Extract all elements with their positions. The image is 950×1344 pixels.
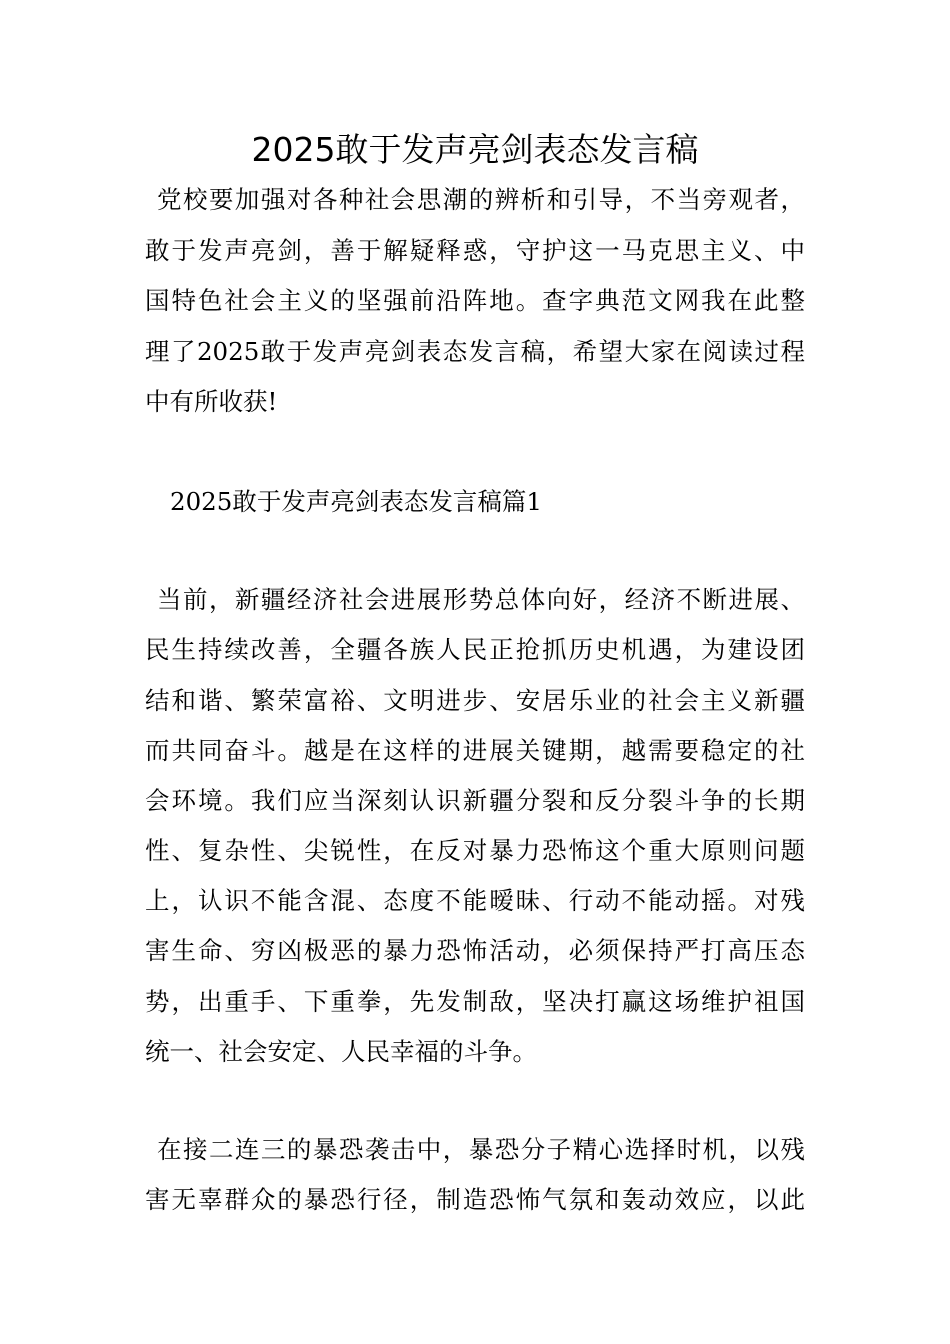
document-title: 2025敢于发声亮剑表态发言稿 — [251, 130, 699, 169]
text-line: 害无辜群众的暴恐行径，制造恐怖气氛和轰动效应，以此 — [145, 1185, 805, 1214]
text-line: 中有所收获! — [145, 387, 278, 416]
text-line: 党校要加强对各种社会思潮的辨析和引导，不当旁观者， — [157, 185, 805, 214]
text-line: 在接二连三的暴恐袭击中，暴恐分子精心选择时机，以残 — [157, 1135, 805, 1164]
text-line: 上，认识不能含混、态度不能暧昧、行动不能动摇。对残 — [145, 886, 805, 915]
text-line: 结和谐、繁荣富裕、文明进步、安居乐业的社会主义新疆 — [145, 686, 805, 715]
text-line: 当前，新疆经济社会进展形势总体向好，经济不断进展、 — [157, 585, 805, 614]
text-line: 统一、社会安定、人民幸福的斗争。 — [145, 1037, 537, 1066]
text-line: 国特色社会主义的坚强前沿阵地。查字典范文网我在此整 — [145, 286, 805, 315]
text-line: 势，出重手、下重拳，先发制敌，坚决打赢这场维护祖国 — [145, 987, 805, 1016]
text-line: 民生持续改善，全疆各族人民正抢抓历史机遇，为建设团 — [145, 635, 805, 664]
text-line: 性、复杂性、尖锐性，在反对暴力恐怖这个重大原则问题 — [145, 836, 805, 865]
text-line: 敢于发声亮剑，善于解疑释惑，守护这一马克思主义、中 — [145, 236, 805, 265]
text-line: 害生命、穷凶极恶的暴力恐怖活动，必须保持严打高压态 — [145, 936, 805, 965]
text-line: 而共同奋斗。越是在这样的进展关键期，越需要稳定的社 — [145, 736, 805, 765]
text-line: 理了2025敢于发声亮剑表态发言稿，希望大家在阅读过程 — [145, 337, 805, 366]
section-heading: 2025敢于发声亮剑表态发言稿篇1 — [170, 487, 542, 516]
text-line: 会环境。我们应当深刻认识新疆分裂和反分裂斗争的长期 — [145, 786, 805, 815]
